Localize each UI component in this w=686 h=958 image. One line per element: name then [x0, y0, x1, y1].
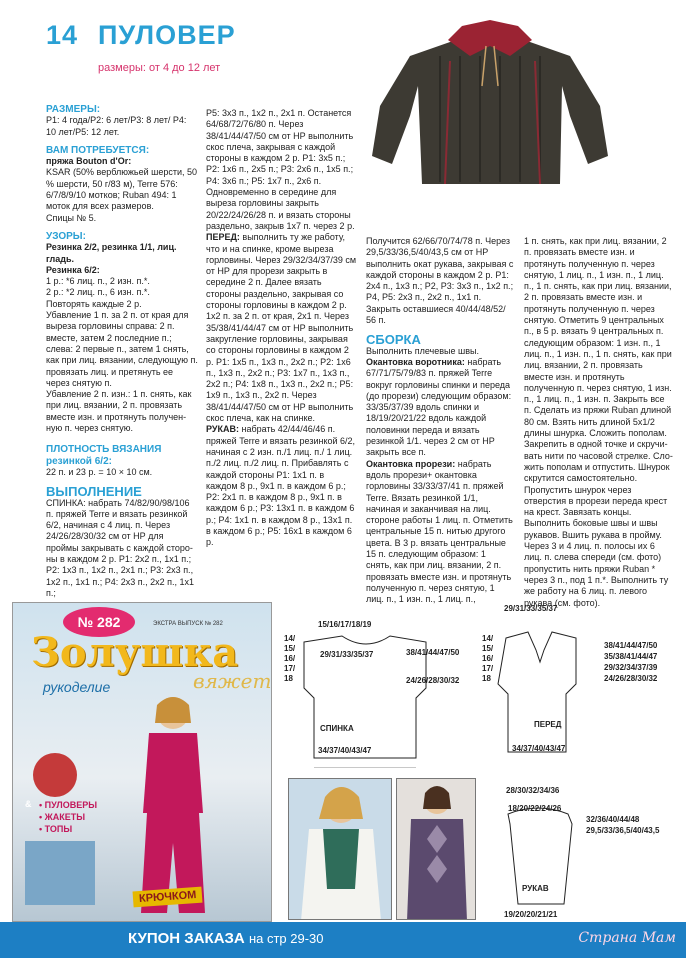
coupon-pages: на стр 29-30 [248, 931, 324, 946]
front-top: 29/31/33/35/37 [504, 604, 558, 613]
front-text: выполнить ту же работу, что и на спинке, кроме выреза горловины. Через 29/32/34/37/39 см от НР для прорези закрыть в середине 2 п. Далее вязать стороны раздельно, закрывая со стороны горловины в каждом 2 р. 1x2 п. за 2 п. от края, 2x1 п. Через 35/38/41/44/47 см от НР выполнить закругление горловины, закрывая со стороны горловины в каждом 2 р. Р1: 1x5 п., 1x3 п., 2x2 п.; Р2: 1x6 п., 1x3 п., 2x2 п.; Р3: 1x7 п., 1x3 п., 2x2 п.; Р4: 1x8 п., 1x3 п., 2x2 п.; Р5: 1x9 п., 1x3 п., 2x2 п. Через 38/41/44/47/50 см от НР выполнить скос плеча, как на спинке. [206, 232, 357, 424]
magazine-cover[interactable] [12, 602, 272, 922]
sleeve-top-2: 18/20/22/24/26 [508, 804, 562, 813]
size-label: 24/26/28/30/32 [604, 674, 658, 683]
needles-text: Спицы № 5. [46, 212, 97, 223]
size-label: 15/ [482, 644, 494, 653]
sleeve-label: РУКАВ [522, 884, 549, 893]
collar-label: Окантовка воротника: [366, 356, 465, 367]
back-right-2: 24/26/28/30/32 [406, 676, 460, 685]
back-top: 15/16/17/18/19 [318, 620, 372, 629]
sleeve-right-sizes [586, 814, 659, 836]
collar-text: набрать 67/71/75/79/83 п. пряжей Terre вокруг горловины спинки и переда (до прорези) следующим образом: 33/35/37/39 вдоль спинки и 18/19/20/21/22 вдоль каждой половинки переда и вязать резинкой 1/1. через 2 см от НР закрыть все п. [366, 356, 512, 458]
magazine-script: вяжет [193, 669, 272, 693]
sleeve-text: набрать 42/44/46/46 п. пряжей Terre и вязать резинкой 6/2, начиная с 2 изн. п./1 лиц. п./ 1 лиц. п./2 лиц. п./2 лиц. п. Прибавлять с каждой стороны Р1: 1x1 п. в каждом 8 р., 9x1 п. в каждом 6 р.; Р2: 2x1 п. в каждом 8 р., 9x1 п. в каждом 6 р.; Р3: 13x1 п. в каждом 6 р.; Р4: 1x1 п. в каждом 8 р., 13x1 п. в каждом 6 р.; Р5: 16x1 в каждом 6 р. [206, 424, 356, 548]
schema-sleeve [478, 784, 686, 922]
model-figure [113, 693, 233, 913]
back-right-1: 38/41/44/47/50 [406, 648, 460, 657]
sizes-subtitle: размеры: от 4 до 12 лет [98, 62, 221, 74]
size-label: 38/41/44/47/50 [604, 641, 658, 650]
front-left-sizes [482, 634, 493, 684]
extra-issue: ЭКСТРА ВЫПУСК № 282 [153, 621, 223, 627]
assembly-text: Выполнить плечевые швы. [366, 345, 479, 356]
sleeve-bottom: 19/20/20/21/21 [504, 910, 558, 919]
sleeve-top-1: 28/30/32/34/36 [506, 786, 560, 795]
garment-photo-2 [396, 778, 476, 920]
watermark: Страна Мам [578, 930, 676, 946]
column-3 [366, 236, 514, 606]
sweater-photo [370, 16, 610, 188]
page-number: 14 [46, 20, 79, 50]
size-label: 32/36/40/44/48 [586, 815, 640, 824]
sizes-heading: РАЗМЕРЫ: [46, 104, 101, 115]
amp: & [25, 799, 32, 809]
size-label: 29/32/34/37/39 [604, 663, 658, 672]
size-label: 15/ [284, 644, 296, 653]
size-label: 14/ [284, 634, 296, 643]
front-label: ПЕРЕД [534, 720, 562, 729]
size-label: 14/ [482, 634, 494, 643]
schema-front [478, 602, 686, 768]
back-left-sizes [284, 634, 295, 684]
sleeve-cont-text: Получится 62/66/70/74/78 п. Через 29,5/33/36,5/40/43,5 см от НР выполнить окат рукава, закрывая с каждой стороны в каждом 2 р. Р1: 2x4 п., 1x3 п.; Р2, Р3: 3x3 п., 1x2 п.; Р4, Р5: 2x3 п., 2x2 п., 1x1 п. Закрыть оставшиеся 40/44/48/52/ 56 п. [366, 236, 514, 326]
column-2 [206, 108, 358, 549]
column-1 [46, 104, 198, 599]
patterns-line-3: 1 р.: *6 лиц. п., 2 изн. п.*. [46, 276, 150, 287]
materials-heading: ВАМ ПОТРЕБУЕТСЯ: [46, 144, 150, 156]
schema-back [276, 618, 486, 768]
column-4 [524, 236, 674, 609]
magazine-subtitle: рукоделие [43, 679, 111, 695]
coupon-label: КУПОН ЗАКАЗА [128, 930, 245, 947]
materials-text: KSAR (50% верблюжьей шерсти, 50 % шерсти, 50 г/83 м), Terre 576: 6/7/8/9/10 мотков; Ruban 494: 1 моток для всех размеров. [46, 167, 197, 212]
size-label: 17/ [482, 664, 494, 673]
size-label: 35/38/41/44/47 [604, 652, 658, 661]
assembly-heading: СБОРКА [366, 332, 421, 348]
front-bottom: 34/37/40/43/47 [512, 744, 566, 753]
density-text: 22 п. и 23 р. = 10 × 10 см. [46, 466, 153, 477]
density-heading: ПЛОТНОСТЬ ВЯЗАНИЯ резинкой 6/2: [46, 444, 162, 467]
back-neck: 29/31/33/35/37 [320, 650, 374, 659]
patterns-line-2: Резинка 6/2: [46, 264, 100, 275]
decrease-2: слева: 2 первые п., затем 1 снять, как при лиц. вязании, следующую п. провязать лиц. и претянуть ее через снятую п. [46, 343, 198, 388]
back-text: Р5: 3x3 п., 1x2 п., 2x1 п. Останется 64/68/72/76/80 п. Через 38/41/44/47/50 см от НР выполнить скос плеча, закрывая с каждой стороны в каждом 2 р. Р1: 3x5 п.; Р2: 1x6 п., 2x5 п.; Р3: 2x6 п., 1x5 п.; Р4: 3x6 п.; Р5: 1x7 п., 2x6 п. Одновременно в середине для выреза горловины закрыть 20/22/24/26/28 п. и вязать стороны раздельно, закрыв 1x7 п. через 2 р. [206, 108, 355, 231]
bag-image [25, 841, 95, 905]
patterns-line-5: Повторять каждые 2 р. [46, 298, 142, 309]
magazine-item: • ЖАКЕТЫ [39, 812, 86, 822]
decrease-3: Убавление 2 п. изн.: 1 п. снять, как при лиц. вязании, 2 п. провязать вместе изн. и протянуть полученную п. через снятую. [46, 389, 192, 434]
garment-photo-1 [288, 778, 392, 920]
patterns-line-4: 2 р.: *2 лиц. п., 6 изн. п.*. [46, 287, 150, 298]
work-text: СПИНКА: набрать 74/82/90/98/106 п. пряжей Terre и вязать резинкой 6/2, начиная с 4 лиц. п. Через 24/26/28/30/32 см от НР для проймы закрывать с каждой стороны в каждом 2 р. Р1: 2x2 п., 1x1 п.; Р2: 1x3 п., 1x2 п., 2x1 п.; Р3: 2x3 п., 1x2 п., 1x1 п.; Р4: 2x3 п., 2x2 п., 1x1 п.; [46, 497, 195, 598]
front-label: ПЕРЕД: [206, 232, 240, 243]
sleeve-label: РУКАВ: [206, 424, 239, 435]
magazine-items [39, 799, 97, 835]
page-title: ПУЛОВЕР [98, 20, 236, 50]
patterns-heading: УЗОРЫ: [46, 230, 86, 242]
back-label: СПИНКА [320, 724, 354, 733]
magazine-title: Золушка [31, 629, 239, 676]
work-heading: ВЫПОЛНЕНИЕ [46, 484, 142, 500]
size-label: 18 [284, 674, 293, 683]
slit-text: набрать вдоль прорези+ окантовка горловины 33/33/37/41 п. пряжей Terre. Вязать резинкой 1/1, начиная и заканчивая на лиц. стороне работы 1 лиц. п. Отметить центральные 15 п. нитью другого цвета. В 3 р. вязать центральные 15 п. следующим образом: 1 снять, как при лиц. вязании, 2 п. провязать вместе изн. и протянуть полученную п. через снятую, 1 лиц. п., 1 изн. п., 1 лиц. п., [366, 458, 513, 605]
slit-label: Окантовка прорези: [366, 458, 456, 469]
finish-text: 1 п. снять, как при лиц. вязании, 2 п. провязать вместе изн. и протянуть полученную п. через снятую, 1 лиц. п., 1 изн. п., 1 лиц. п., 1 п. снять, как при лиц. вязании, 2 п. провязать вместе изн. и протянуть полученную п. через снятую. Отметить 9 центральных п., в 5 р. вязать 9 центральных п. следующим образом: 1 изн. п., 1 лиц. п., 1 изн. п., 1 п. снять, как при лиц. вязании, 2 п. провязать вместе изн. и протянуть полученную п. через снятую, 1 изн. п., 1 лиц. п., 1 изн. п. Закрыть все п. Сделать из пряжи Ruban длиной 80 см. Взять нить длиной 5x1/2 длины шнурка. Сложить пополам. Закрепить в одной точке и скручивать нити по часовой стрелке. Сложить пополам и отпустить. Шнурок скрутится самостоятельно. Пропустить шнурок через отверстия в прорези переда крест на крест. Завязать концы. Выполнить боковые швы и швы рукавов. Вшить рукава в пройму. Через 3 и 4 лиц. п. полосы их 6 лиц. п. слева спереди (см. фото) пропустить нить пряжи Ruban * через 3 п., под 1 п.*. Выполнить ту же работу на 6 лиц. п. левого рукава (см. фото). [524, 236, 673, 608]
decrease-1: Убавление 1 п. за 2 п. от края для выреза горловины справа: 2 п. вместе, затем 2 последние п.; [46, 310, 189, 343]
patterns-line-1: Резинка 2/2, резинка 1/1, лиц. гладь. [46, 242, 177, 264]
back-bottom: 34/37/40/43/47 [318, 746, 372, 755]
sizes-text: Р1: 4 года/Р2: 6 лет/Р3: 8 лет/ Р4: 10 лет/Р5: 12 лет. [46, 115, 187, 137]
yarn-label: пряжа Bouton d'Or: [46, 156, 132, 167]
front-right-sizes [604, 640, 657, 684]
size-label: 16/ [482, 654, 494, 663]
stool-image [33, 753, 77, 797]
size-label: 18 [482, 674, 491, 683]
issue-badge: № 282 [63, 607, 135, 637]
size-label: 17/ [284, 664, 296, 673]
size-label: 29,5/33/36,5/40/43,5 [586, 826, 660, 835]
size-label: 16/ [284, 654, 296, 663]
magazine-item: • ТОПЫ [39, 824, 73, 834]
hook-banner: КРЮЧКОМ [133, 887, 203, 908]
magazine-item: • ПУЛОВЕРЫ [39, 800, 98, 810]
